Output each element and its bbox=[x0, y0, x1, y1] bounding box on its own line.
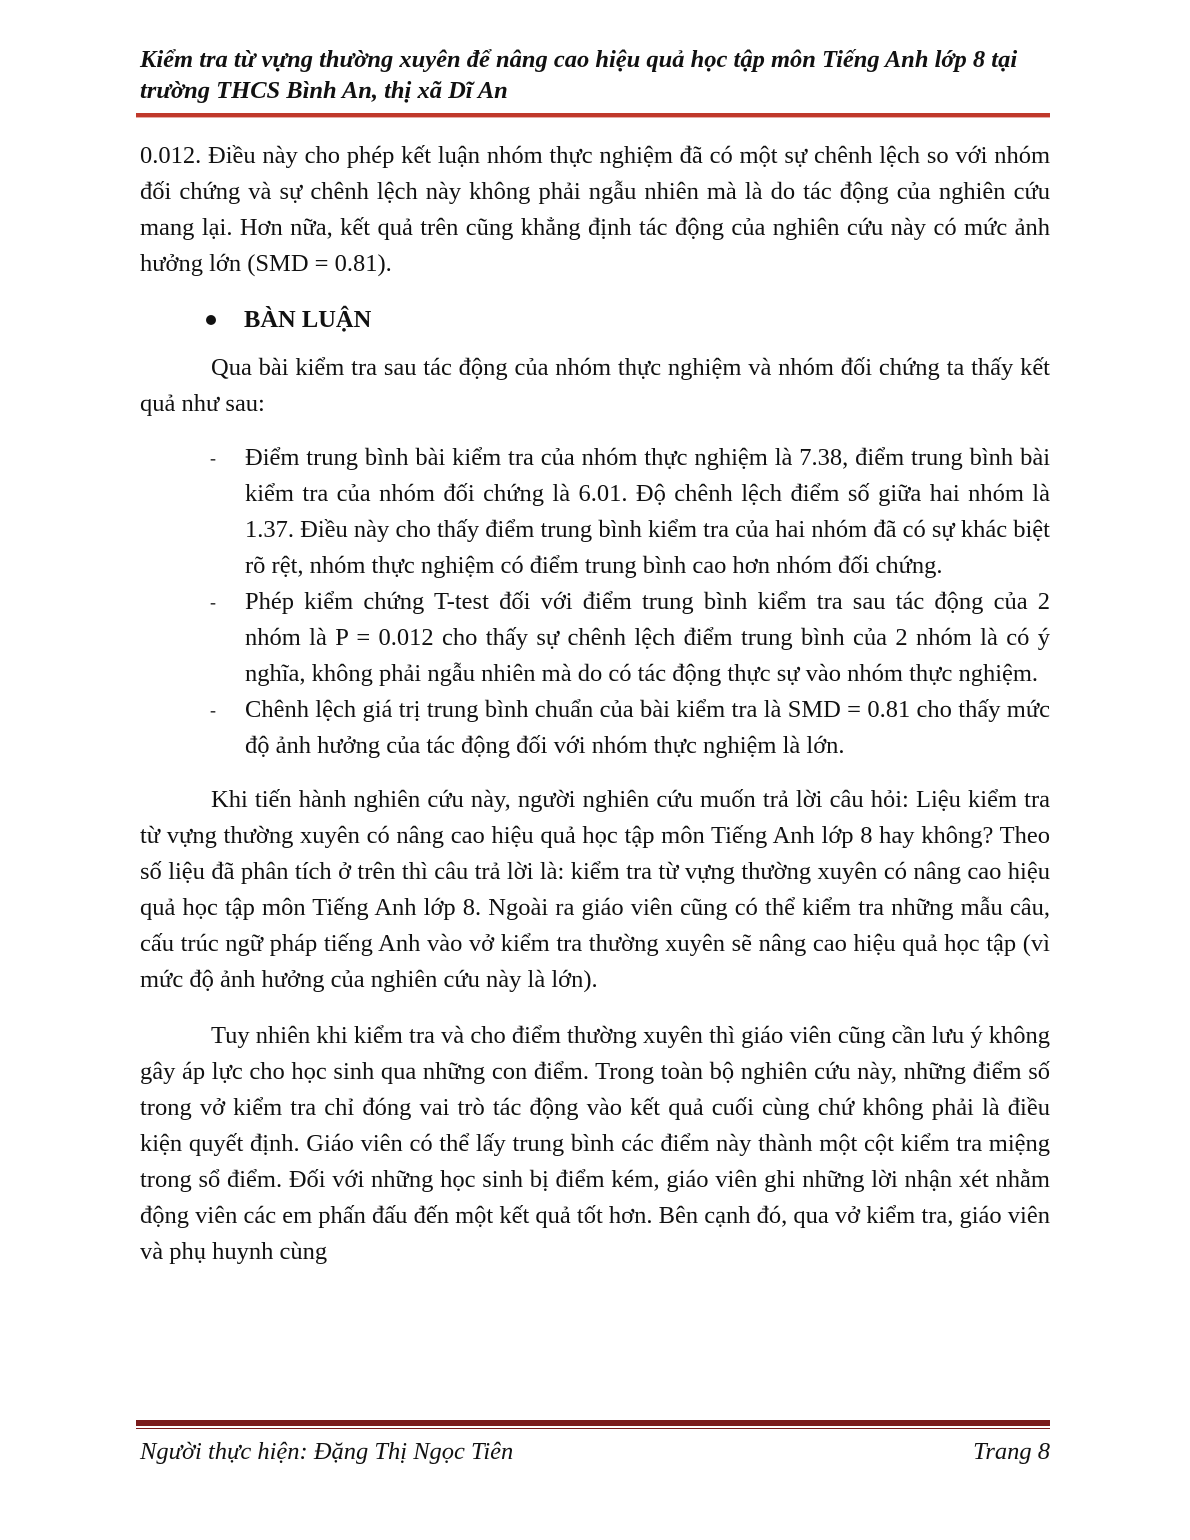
footer-author: Người thực hiện: Đặng Thị Ngọc Tiên bbox=[140, 1438, 514, 1465]
lead-paragraph: Qua bài kiểm tra sau tác động của nhóm thực nghiệm và nhóm đối chứng ta thấy kết quả như sau: bbox=[140, 354, 1050, 417]
list-item bbox=[140, 584, 1050, 692]
document-title: Kiểm tra từ vựng thường xuyên để nâng cao hiệu quả học tập môn Tiếng Anh lớp 8 tại trường THCS Bình An, thị xã Dĩ An bbox=[140, 46, 1018, 104]
footer-divider bbox=[136, 1420, 1050, 1426]
findings-list bbox=[140, 440, 1050, 764]
section-heading-text: BÀN LUẬN bbox=[244, 306, 372, 333]
intro-paragraph: 0.012. Điều này cho phép kết luận nhóm thực nghiệm đã có một sự chênh lệch so với nhóm đối chứng và sự chênh lệch này không phải ngẫu nhiên mà là do tác động của nghiên cứu mang lại. Hơn nữa, kết quả trên cũng khẳng định tác động của nghiên cứu này có mức ảnh hưởng lớn (SMD = 0.81). bbox=[140, 142, 1050, 277]
list-item-text: Điểm trung bình bài kiểm tra của nhóm thực nghiệm là 7.38, điểm trung bình bài kiểm tra của nhóm đối chứng là 6.01. Độ chênh lệch điểm số giữa hai nhóm là 1.37. Điều này cho thấy điểm trung bình kiểm tra của hai nhóm đã có sự khác biệt rõ rệt, nhóm thực nghiệm có điểm trung bình cao hơn nhóm đối chứng. bbox=[245, 444, 1050, 579]
dash-marker: - bbox=[210, 700, 216, 720]
page-header bbox=[140, 44, 1050, 106]
list-item-text: Phép kiểm chứng T-test đối với điểm trung bình kiểm tra sau tác động của 2 nhóm là P = 0.012 cho thấy sự chênh lệch điểm trung bình của 2 nhóm là có ý nghĩa, không phải ngẫu nhiên mà do có tác động thực sự vào nhóm thực nghiệm. bbox=[245, 588, 1050, 687]
list-item-text: Chênh lệch giá trị trung bình chuẩn của bài kiểm tra là SMD = 0.81 cho thấy mức độ ảnh hưởng của tác động đối với nhóm thực nghiệm là lớn. bbox=[245, 696, 1050, 759]
section-heading bbox=[140, 302, 1050, 338]
list-item bbox=[140, 440, 1050, 584]
bullet-icon bbox=[206, 315, 216, 325]
dash-marker: - bbox=[210, 592, 216, 612]
header-divider bbox=[136, 113, 1050, 118]
dash-marker: - bbox=[210, 448, 216, 468]
page-body bbox=[140, 138, 1050, 1270]
page-number: Trang 8 bbox=[973, 1438, 1050, 1465]
page-footer bbox=[140, 1434, 1050, 1470]
discussion-paragraph: Khi tiến hành nghiên cứu này, người nghiên cứu muốn trả lời câu hỏi: Liệu kiểm tra từ vựng thường xuyên có nâng cao hiệu quả học tập môn Tiếng Anh lớp 8 hay không? Theo số liệu đã phân tích ở trên thì câu trả lời là: kiểm tra từ vựng thường xuyên có nâng cao hiệu quả học tập môn Tiếng Anh lớp 8. Ngoài ra giáo viên cũng có thể kiểm tra những mẫu câu, cấu trúc ngữ pháp tiếng Anh vào vở kiểm tra thường xuyên sẽ nâng cao hiệu quả học tập (vì mức độ ảnh hưởng của nghiên cứu này là lớn). bbox=[140, 786, 1050, 993]
caution-paragraph: Tuy nhiên khi kiểm tra và cho điểm thường xuyên thì giáo viên cũng cần lưu ý không gây áp lực cho học sinh qua những con điểm. Trong toàn bộ nghiên cứu này, những điểm số trong vở kiểm tra chỉ đóng vai trò tác động vào kết quả cuối cùng chứ không phải là điều kiện quyết định. Giáo viên có thể lấy trung bình các điểm này thành một cột kiểm tra miệng trong sổ điểm. Đối với những học sinh bị điểm kém, giáo viên ghi những lời nhận xét nhằm động viên các em phấn đấu đến một kết quả tốt hơn. Bên cạnh đó, qua vở kiểm tra, giáo viên và phụ huynh cùng bbox=[140, 1022, 1050, 1265]
list-item bbox=[140, 692, 1050, 764]
